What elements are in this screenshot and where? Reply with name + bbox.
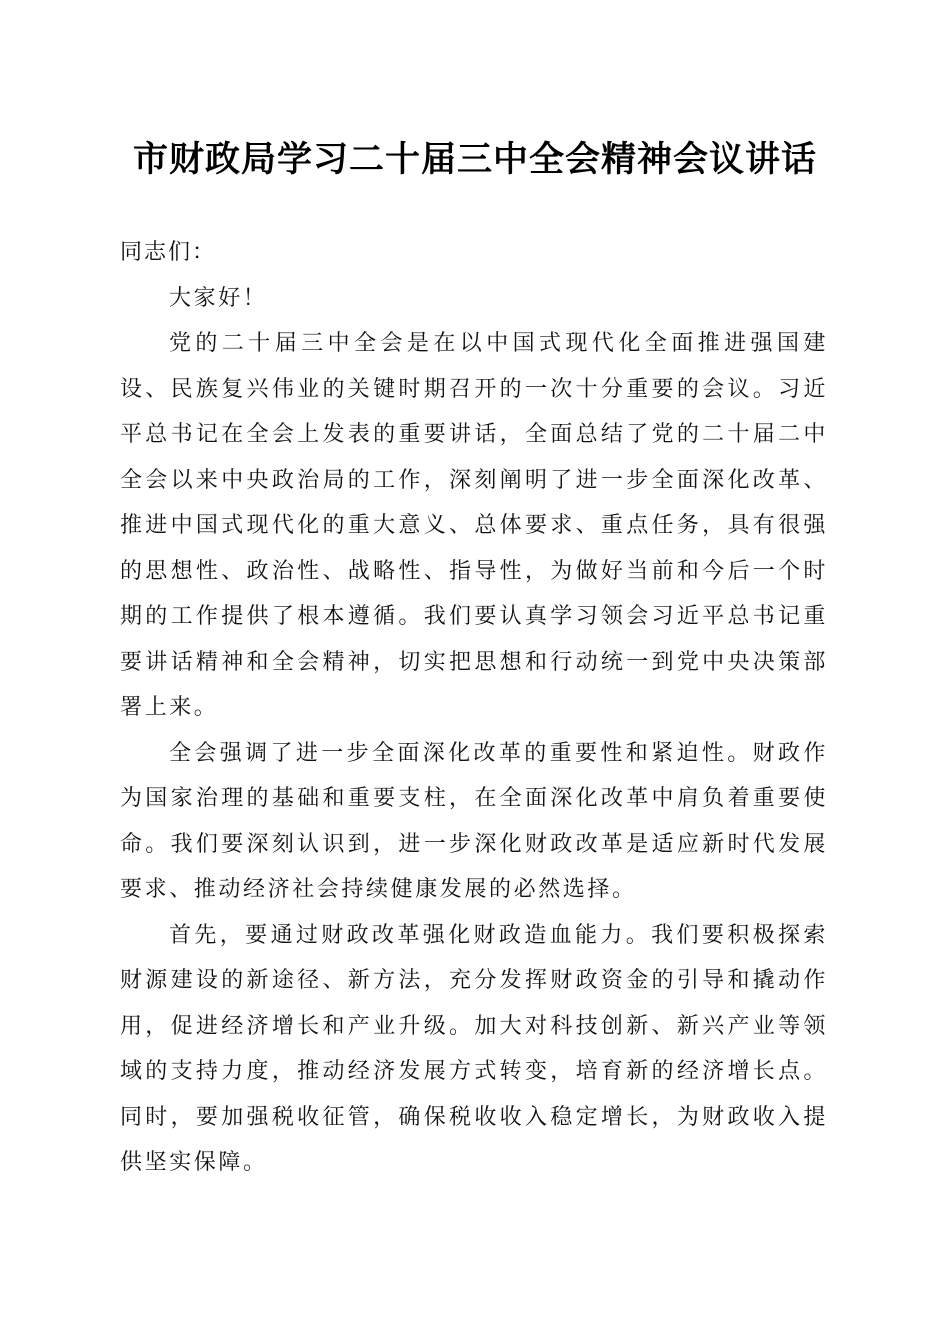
- paragraph-reform-importance: 全会强调了进一步全面深化改革的重要性和紧迫性。财政作为国家治理的基础和重要支柱，在全面深化改革中肩负着重要使命。我们要深刻认识到，进一步深化财政改革是适应新时代发展要求、推动经济社会持续健康发展的必然选择。: [120, 740, 828, 902]
- document-title: 市财政局学习二十届三中全会精神会议讲话: [132, 139, 817, 180]
- paragraph-greeting: 大家好！: [169, 285, 268, 311]
- paragraph-plenum-significance: 党的二十届三中全会是在以中国式现代化全面推进强国建设、民族复兴伟业的关键时期召开的一次十分重要的会议。习近平总书记在全会上发表的重要讲话，全面总结了党的二十届二中全会以来中央政治局的工作，深刻阐明了进一步全面深化改革、推进中国式现代化的重大意义、总体要求、重点任务，具有很强的思想性、政治性、战略性、指导性，为做好当前和今后一个时期的工作提供了根本遵循。我们要认真学习领会习近平总书记重要讲话精神和全会精神，切实把思想和行动统一到党中央决策部署上来。: [120, 331, 828, 720]
- document-body: [120, 230, 828, 1186]
- paragraph-fiscal-capacity: 首先，要通过财政改革强化财政造血能力。我们要积极探索财源建设的新途径、新方法，充分发挥财政资金的引导和撬动作用，促进经济增长和产业升级。加大对科技创新、新兴产业等领域的支持力度，推动经济发展方式转变，培育新的经济增长点。同时，要加强税收征管，确保税收收入稳定增长，为财政收入提供坚实保障。: [120, 922, 828, 1175]
- salutation: 同志们：: [120, 240, 217, 265]
